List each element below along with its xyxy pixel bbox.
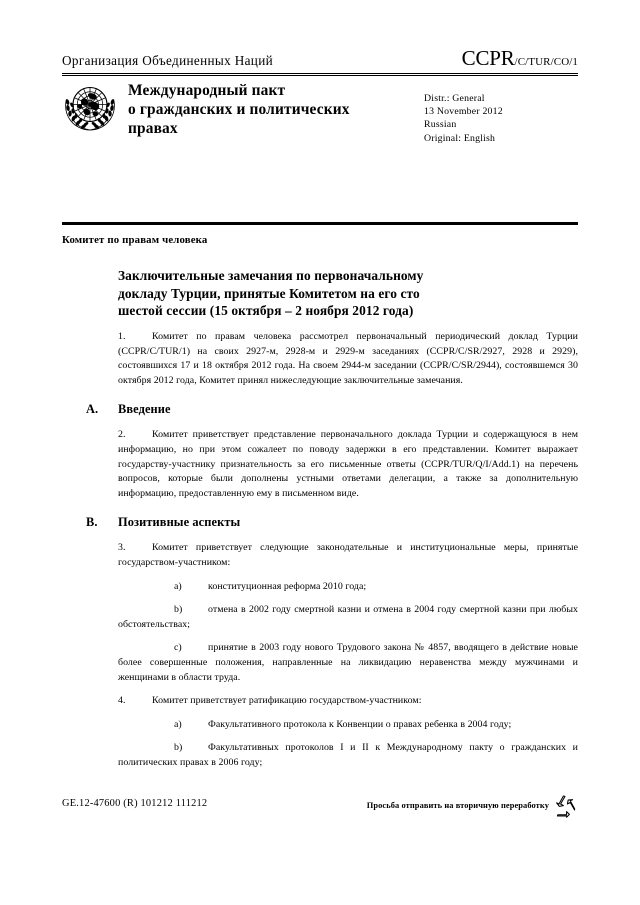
section-a-label: Введение	[118, 402, 171, 417]
section-heading-a	[62, 402, 578, 417]
recycle-icon	[552, 794, 578, 818]
masthead	[62, 46, 578, 71]
list-item-text: конституционная реформа 2010 года;	[208, 580, 367, 592]
page-title	[118, 267, 530, 320]
paragraph-2-number: 2.	[118, 429, 126, 441]
masthead-top-rule	[62, 73, 578, 76]
list-item-text: Факультативных протоколов I и II к Международному пакту о гражданских и политических правах в 2006 году;	[118, 742, 578, 768]
list-item-text: Факультативного протокола к Конвенции о правах ребенка в 2004 году;	[208, 718, 512, 730]
list-item-letter: a)	[174, 718, 182, 730]
footer-job-number: GE.12-47600 (R) 101212 111212	[62, 798, 208, 809]
list-item-letter: a)	[174, 580, 182, 592]
distribution-original: Original: English	[424, 132, 496, 144]
paragraph-2-text: Комитет приветствует представление первоначального доклада Турции и содержащуюся в нем информацию, но при этом сожалеет по поводу задержки в его представлении. Комитет выражает государству-участнику признательность за его письменные ответы (CCPR/TUR/Q/I/Add.1) на перечень вопросов, которые были дополнены устными ответами делегации, а также за дополнительную информацию, предоставленную ему в письменном виде.	[118, 429, 578, 499]
page-title-line-1: Заключительные замечания по первоначальному	[118, 268, 424, 283]
page-title-line-3: шестой сессии (15 октября – 2 ноября 2012 года)	[118, 303, 414, 319]
list-item-letter: c)	[174, 642, 182, 654]
treaty-title-line-2: о гражданских и политических	[128, 101, 350, 118]
paragraph-1-text: Комитет по правам человека рассмотрел первоначальный периодический доклад Турции (CCPR/C/TUR/1) на своих 2927-м, 2928-м и 2929-м заседаниях (CCPR/C/SR/2927, 2928 и 2929), состоявшихся 17 и 18 октября 2012 года. На своем 2944-м заседании (CCPR/C/SR/2944), состоявшемся 30 октября 2012 года, Комитет принял нижеследующие заключительные замечания.	[118, 331, 578, 386]
section-b-letter: B.	[86, 515, 98, 530]
distribution-date: 13 November 2012	[424, 106, 503, 118]
committee-name: Комитет по правам человека	[62, 234, 208, 246]
list-item	[62, 641, 578, 685]
list-item-letter: b)	[174, 604, 183, 616]
document-symbol-suffix: /C/TUR/CO/1	[514, 56, 578, 68]
list-item	[62, 580, 578, 595]
paragraph-2	[62, 428, 578, 501]
masthead-top-row	[62, 46, 578, 71]
footer-recycle-text: Просьба отправить на вторичную переработку	[366, 801, 549, 810]
section-a-letter: A.	[86, 402, 99, 417]
list-item	[62, 718, 578, 733]
document-symbol-main: CCPR	[461, 46, 515, 70]
distribution-line: Distr.: General	[424, 93, 485, 104]
paragraph-4-text: Комитет приветствует ратификацию государством-участником:	[152, 695, 422, 707]
list-item	[62, 741, 578, 770]
masthead-bottom-rule	[62, 222, 578, 225]
list-item-letter: b)	[174, 742, 183, 754]
treaty-title	[128, 80, 578, 138]
treaty-title-line-1: Международный пакт	[128, 82, 286, 99]
list-item-text: принятие в 2003 году нового Трудового закона № 4857, вводящего в действие новые более совершенные положения, направленные на ликвидацию неравенства между мужчинами и женщинами в области труда.	[118, 642, 578, 683]
section-b-label: Позитивные аспекты	[118, 515, 241, 530]
paragraph-3	[62, 541, 578, 570]
paragraph-1	[62, 330, 578, 388]
treaty-title-line-3: правах	[128, 120, 178, 137]
footer-recycle-group	[367, 798, 578, 818]
document-symbol	[462, 46, 578, 71]
section-heading-b	[62, 515, 578, 530]
page-footer	[62, 798, 578, 818]
list-item-text: отмена в 2002 году смертной казни и отмена в 2004 году смертной казни при любых обстоятельствах;	[118, 604, 578, 630]
document-body	[62, 330, 578, 779]
distribution-language: Russian	[424, 119, 457, 131]
list-item	[62, 603, 578, 632]
un-emblem-icon	[62, 82, 118, 134]
paragraph-4	[62, 694, 578, 709]
paragraph-1-number: 1.	[118, 331, 126, 342]
paragraph-3-number: 3.	[118, 542, 126, 554]
distribution-block	[424, 92, 503, 145]
page-title-line-2: докладу Турции, принятые Комитетом на его сто	[118, 285, 420, 301]
paragraph-4-number: 4.	[118, 695, 126, 707]
paragraph-3-text: Комитет приветствует следующие законодательные и институциональные меры, принятые государством-участником:	[118, 542, 578, 568]
organization-name: Организация Объединенных Наций	[62, 53, 274, 68]
